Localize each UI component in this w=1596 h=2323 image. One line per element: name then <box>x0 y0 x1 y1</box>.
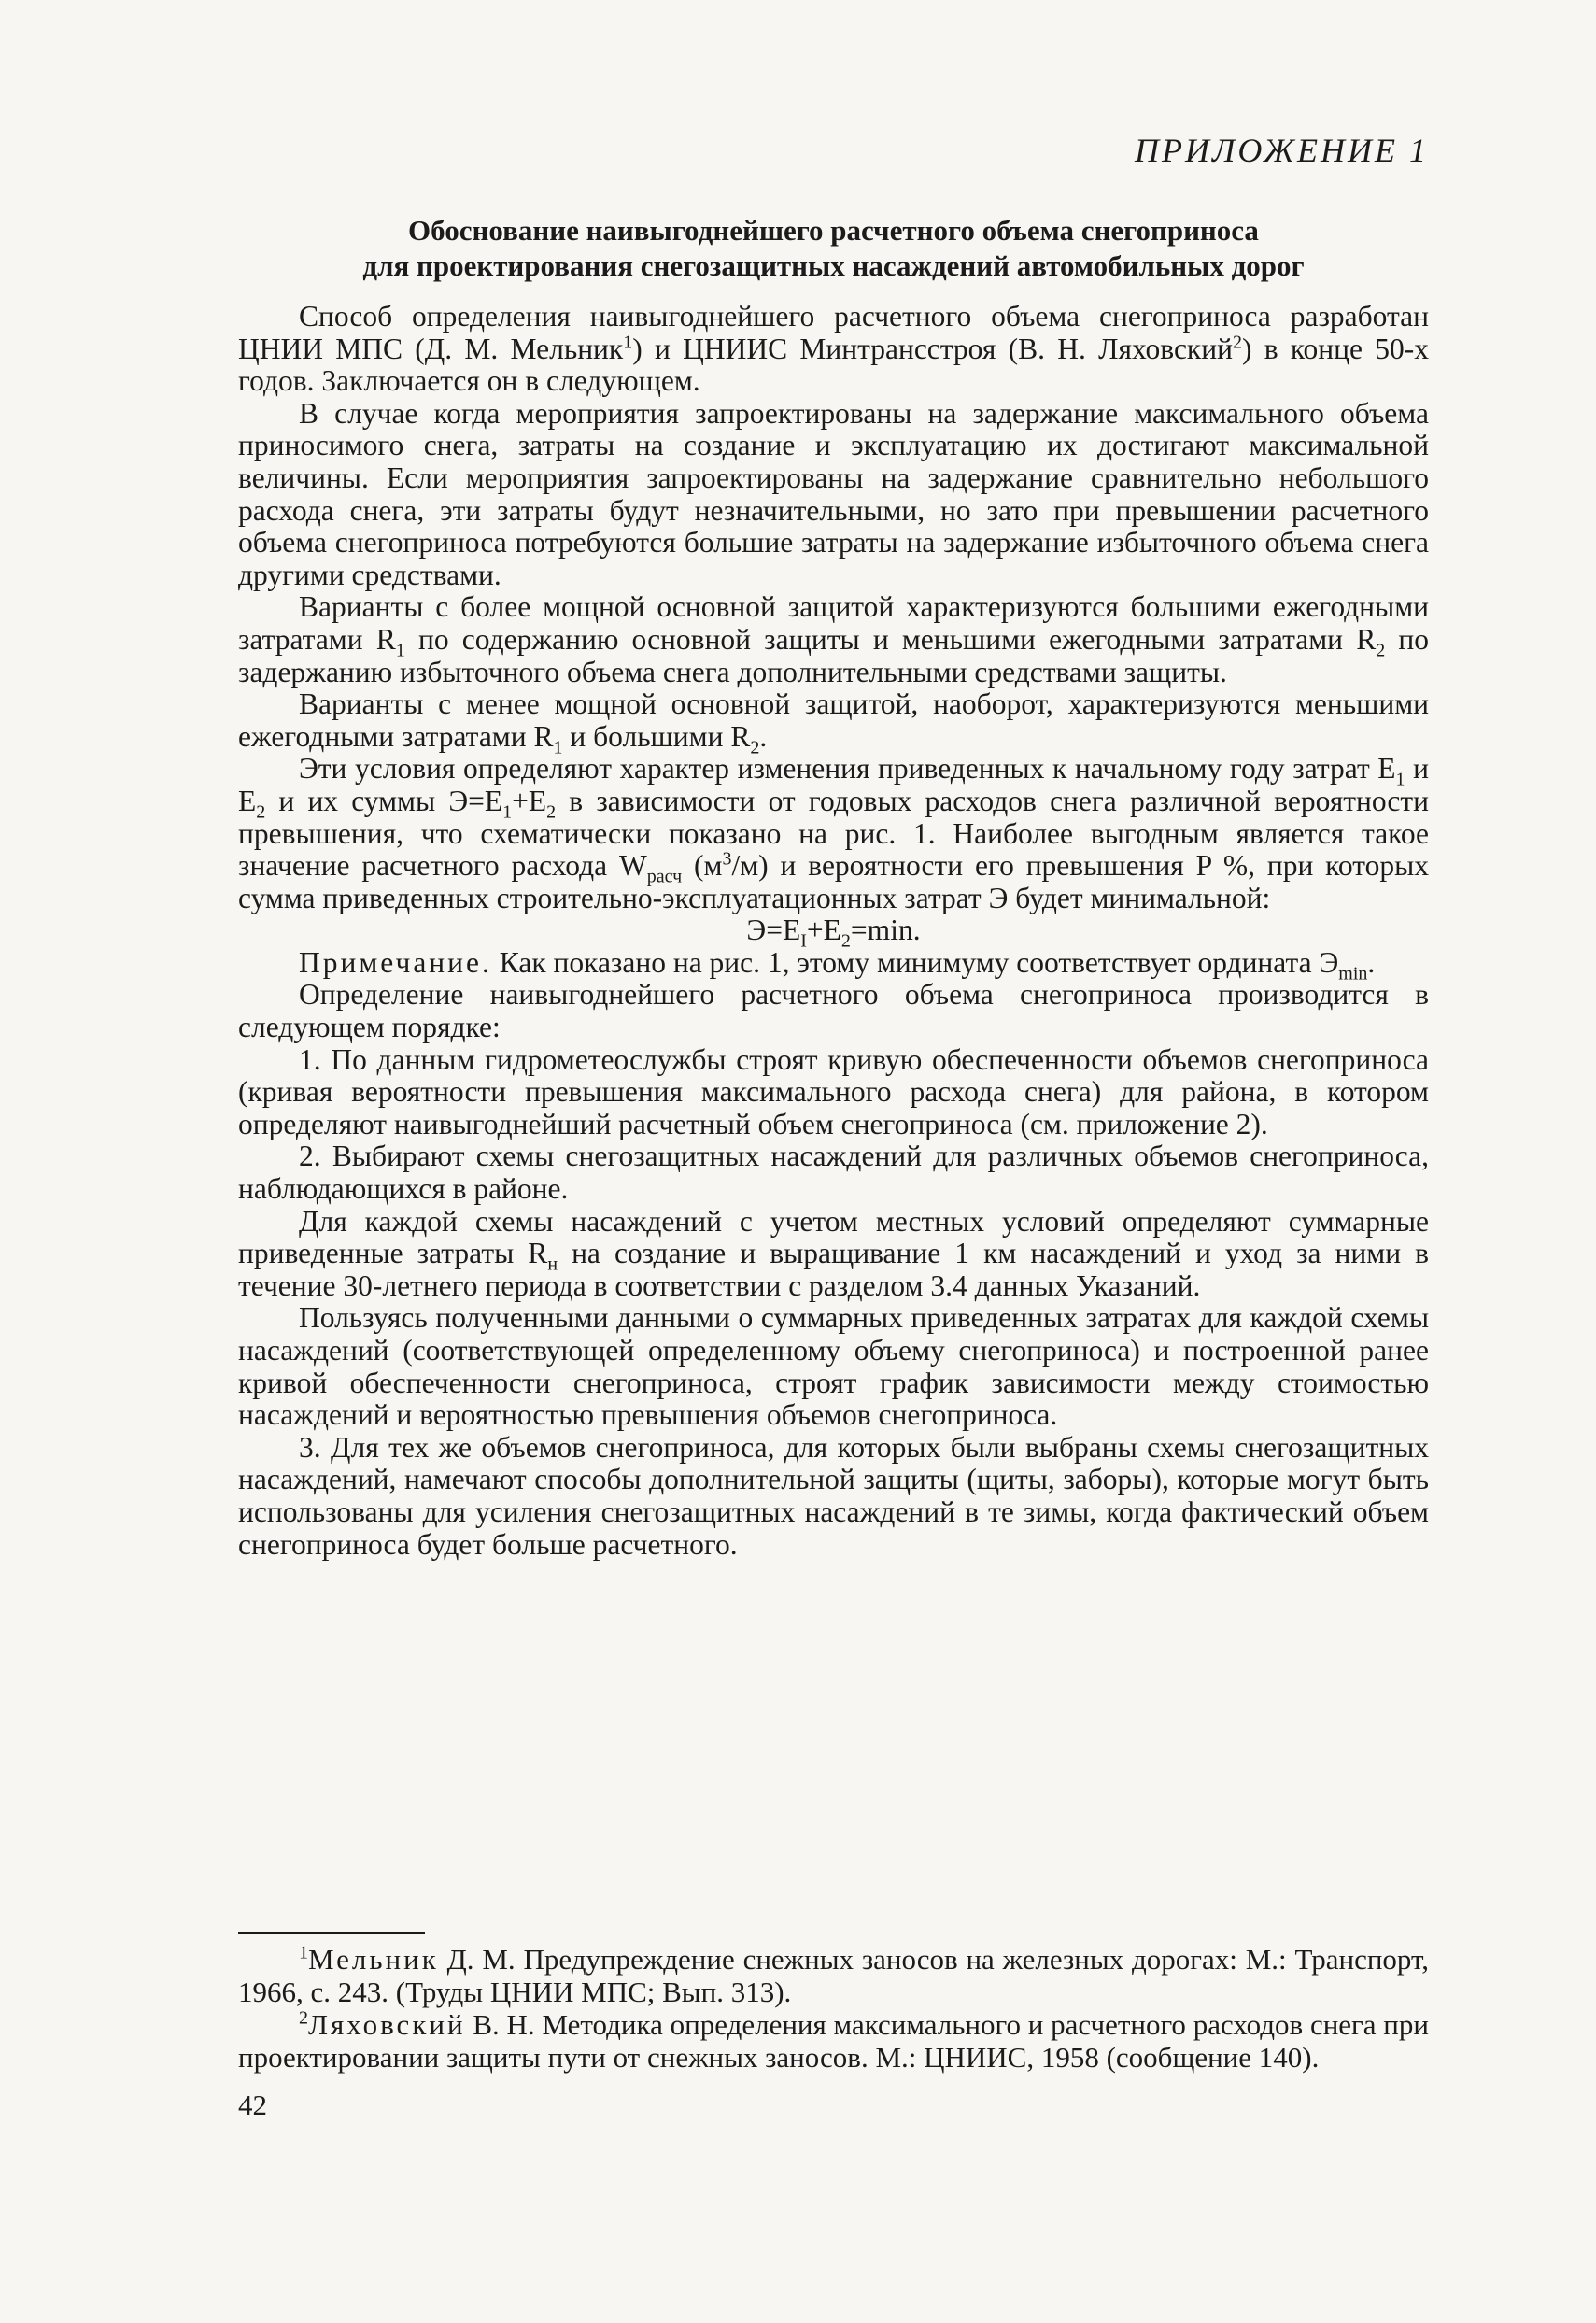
title-line-2: для проектирования снегозащитных насаждений автомобильных дорог <box>362 249 1305 282</box>
subscript: 2 <box>1376 640 1386 661</box>
footnote-divider <box>238 1932 425 1934</box>
text-span: . <box>759 719 768 753</box>
formula <box>238 914 1429 952</box>
paragraph-3 <box>238 591 1429 688</box>
subscript: 2 <box>546 801 557 823</box>
text-span: по содержанию основной защиты и меньшими ежегодными затратами R <box>404 622 1377 656</box>
paragraph-2: В случае когда мероприятия запроектированы на задержание максимального объема приносимого снега, затраты на создание и эксплуатацию их достигают максимальной величины. Если мероприятия запроектированы на задержание сравнительно небольшого расхода снега, эти затраты будут незначительными, но зато при превышении расчетного объема снегоприноса потребуются большие затраты на задержание избыточного объема снега другими средствами. <box>238 396 1429 591</box>
subscript: н <box>547 1254 558 1275</box>
text-span: Э=E <box>746 914 801 947</box>
footnote-ref-1: 1 <box>623 332 633 353</box>
text-span: Эти условия определяют характер изменения приведенных к начальному году затрат E <box>299 752 1396 786</box>
footnote-1 <box>238 1943 1429 2008</box>
subscript: min <box>1338 963 1368 984</box>
text-span: +E <box>806 914 841 947</box>
text-span: В. Н. Методика определения максимального и расчетного расходов снега при проектировании защиты пути от снежных заносов. М.: ЦНИИС, 1958 (сообщение 140). <box>238 2008 1429 2074</box>
footnote-ref-2: 2 <box>1232 332 1242 353</box>
text-span: Для каждой схемы насаждений с учетом местных условий определяют суммарные приведенные затраты R <box>238 1204 1429 1270</box>
text-span: ) и ЦНИИС Минтрансстроя (В. Н. Ляховский <box>632 332 1233 365</box>
subscript: 1 <box>1395 769 1405 790</box>
paragraph-1 <box>238 301 1429 398</box>
subscript: 1 <box>553 737 563 758</box>
document-title <box>238 213 1429 284</box>
paragraph-4 <box>238 687 1429 758</box>
paragraph-5 <box>238 753 1429 914</box>
text-span: ) в конце 50-х годов. Заключается он в следующем. <box>238 332 1429 398</box>
subscript: 2 <box>840 930 851 952</box>
text-span: Как показано на рис. 1, этому минимуму соответствует ордината Э <box>491 945 1339 979</box>
footnote-author: Мельник <box>308 1943 439 1976</box>
footnote-author: Ляховский <box>308 2008 466 2041</box>
footnote-number: 1 <box>299 1942 308 1963</box>
text-span: /м) и вероятности его превышения P %, при которых сумма приведенных строительно-эксплуатационных затрат Э будет минимальной: <box>238 849 1429 914</box>
text-span: Варианты с более мощной основной защитой характеризуются большими ежегодными затратами R <box>238 590 1429 656</box>
paragraph-7: 1. По данным гидрометеослужбы строят кривую обеспеченности объемов снегоприноса (кривая вероятности превышения максимального расхода снега) для района, в котором определяют наивыгоднейший расчетный объем снегоприноса (см. приложение 2). <box>238 1042 1429 1140</box>
subscript: 1 <box>502 801 513 823</box>
text-span: . <box>1367 945 1376 979</box>
paragraph-6: Определение наивыгоднейшего расчетного объема снегоприноса производится в следующем порядке: <box>238 978 1429 1044</box>
subscript: 2 <box>750 737 760 758</box>
footnotes <box>238 1943 1429 2074</box>
text-span: и большими R <box>562 719 751 753</box>
appendix-label: ПРИЛОЖЕНИЕ 1 <box>1135 132 1429 169</box>
note-paragraph <box>238 945 1429 984</box>
paragraph-9 <box>238 1206 1429 1303</box>
footnote-2 <box>238 2008 1429 2074</box>
subscript: расч <box>646 866 683 887</box>
text-span: по задержанию избыточного объема снега дополнительными средствами защиты. <box>238 622 1430 688</box>
paragraph-8: 2. Выбирают схемы снегозащитных насаждений для различных объемов снегоприноса, наблюдающихся в районе. <box>238 1140 1429 1206</box>
text-span: Варианты с менее мощной основной защитой, наоборот, характеризуются меньшими ежегодными затратами R <box>238 687 1429 753</box>
subscript: I <box>800 930 807 952</box>
text-span: Способ определения наивыгоднейшего расчетного объема снегоприноса разработан ЦНИИ МПС (Д. М. Мельник <box>238 300 1429 365</box>
main-text <box>238 301 1429 1561</box>
paragraph-11: 3. Для тех же объемов снегоприноса, для которых были выбраны схемы снегозащитных насаждений, намечают способы дополнительной защиты (щиты, заборы), которые могут быть использованы для усиления снегозащитных насаждений в те зимы, когда фактический объем снегоприноса будет больше расчетного. <box>238 1430 1429 1561</box>
text-span: и их суммы Э=E <box>265 784 503 817</box>
text-span: +E <box>512 784 547 817</box>
text-span: Д. М. Предупреждение снежных заносов на железных дорогах: М.: Транспорт, 1966, с. 243. (Труды ЦНИИ МПС; Вып. 313). <box>238 1943 1429 2008</box>
footnote-number: 2 <box>299 2007 308 2029</box>
paragraph-10: Пользуясь полученными данными о суммарных приведенных затратах для каждой схемы насаждений (соответствующей определенному объему снегоприноса) и построенной ранее кривой обеспеченности снегоприноса, строят график зависимости между стоимостью насаждений и вероятностью превышения объемов снегоприноса. <box>238 1301 1429 1432</box>
subscript: 1 <box>395 640 405 661</box>
text-span: (м <box>682 849 723 883</box>
subscript: 2 <box>256 801 266 823</box>
text-span: =min. <box>850 914 921 947</box>
note-label: Примечание. <box>299 945 492 979</box>
text-span: в зависимости от годовых расходов снега различной вероятности превышения, что схематически показано на рис. 1. Наиболее выгодным является такое значение расчетного расхода W <box>238 784 1429 883</box>
text-span: и E <box>238 752 1429 817</box>
text-span: на создание и выращивание 1 км насаждений и уход за ними в течение 30-летнего периода в соответствии с разделом 3.4 данных Указаний. <box>238 1237 1429 1302</box>
page-number: 42 <box>238 2089 267 2121</box>
document-page <box>238 0 1429 2323</box>
superscript: 3 <box>722 848 732 870</box>
title-line-1: Обоснование наивыгоднейшего расчетного объема снегоприноса <box>408 214 1259 247</box>
